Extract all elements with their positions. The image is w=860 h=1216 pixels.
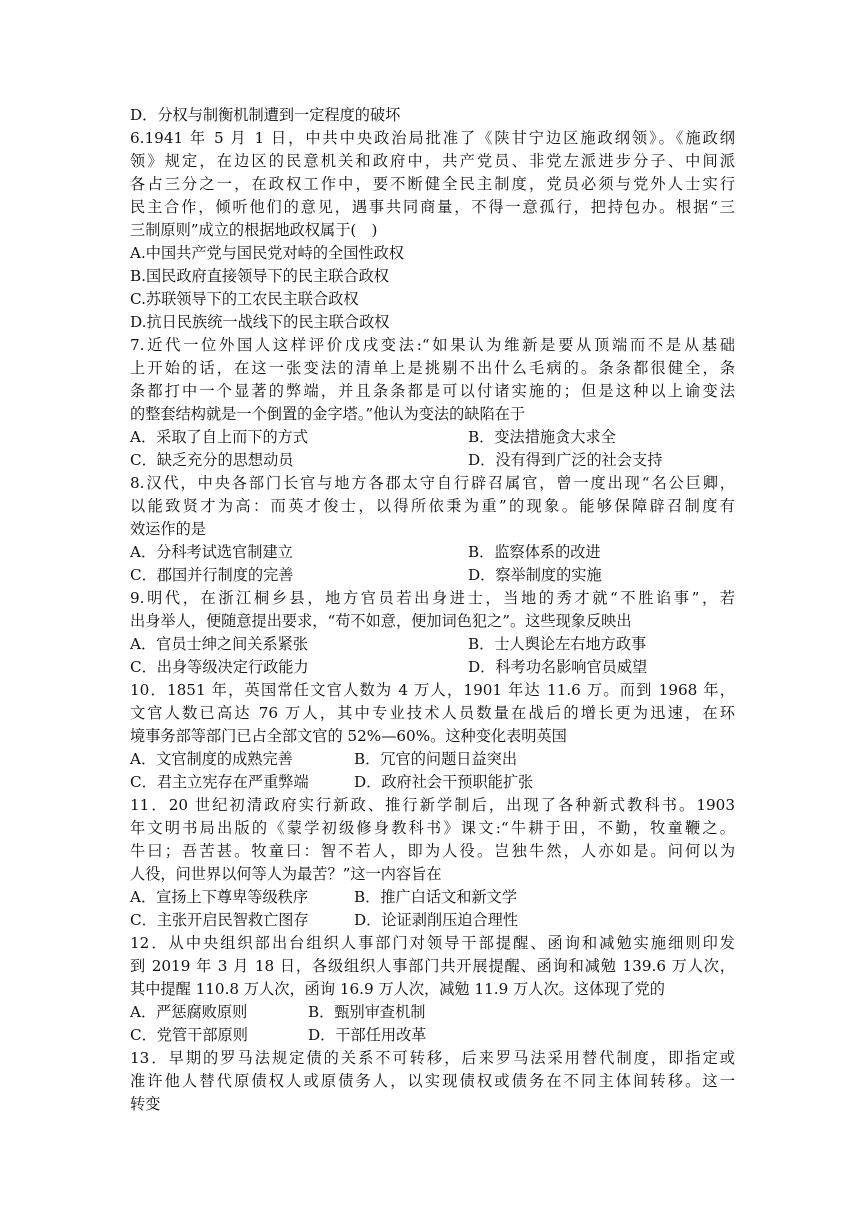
- q13-stem-line: 转变: [130, 1095, 161, 1113]
- q7-stem-line: 上开始的话，在这一张变法的清单上是挑剔不出什么毛病的。条条都很健全，条: [130, 359, 735, 377]
- q9-option-d: D．科考功名影响官员威望: [468, 658, 648, 676]
- q11-stem-line: 牛曰；吾苦甚。牧童曰：智不若人，即为人役。岂独牛然，人亦如是。问何以为: [130, 842, 735, 860]
- q9-option-b: B．士人舆论左右地方政事: [468, 635, 647, 653]
- q10-stem-line: 境事务部等部门已占全部文官的 52%—60%。这种变化表明英国: [130, 727, 567, 745]
- q12-options-row: [130, 1001, 735, 1024]
- q12-option-b: B．甄别审查机制: [308, 1003, 426, 1021]
- q9-stem-line: 9.明代，在浙江桐乡县，地方官员若出身进士，当地的秀才就“不胜谄事”，若: [130, 589, 735, 607]
- q10-stem-line: 10．1851 年，英国常任文官人数为 4 万人，1901 年达 11.6 万。而到 1968 年，: [130, 681, 735, 699]
- q12-options-row: [130, 1024, 735, 1047]
- q6-stem-line: 三制原则”成立的根据地政权属于( ): [130, 221, 378, 239]
- q7-option-a: A．采取了自上而下的方式: [130, 428, 309, 446]
- q8-option-a: A．分科考试选官制建立: [130, 543, 293, 561]
- q11-options-row: [130, 909, 735, 932]
- prev-option-d: D．分权与制衡机制遭到一定程度的破坏: [130, 106, 401, 124]
- q7-stem-line: 的整套结构就是一个倒置的金字塔。”他认为变法的缺陷在于: [130, 405, 526, 423]
- q7-option-c: C．缺乏充分的思想动员: [130, 451, 294, 469]
- q10-option-a: A．文官制度的成熟完善: [130, 750, 293, 768]
- q12-stem-line: 其中提醒 110.8 万人次，函询 16.9 万人次，减勉 11.9 万人次。这体现了党的: [130, 980, 665, 998]
- q8-options-row: [130, 541, 735, 564]
- q12-stem-line: 到 2019 年 3 月 18 日，各级组织人事部门共开展提醒、函询和减勉 139.6 万人次，: [130, 957, 735, 975]
- q12-option-a: A．严惩腐败原则: [130, 1003, 248, 1021]
- q7-option-d: D．没有得到广泛的社会支持: [468, 451, 663, 469]
- q7-stem-line: 7.近代一位外国人这样评价戊戌变法:“如果认为维新是要从顶端而不是从基础: [130, 336, 735, 354]
- q10-stem-line: 文官人数已高达 76 万人，其中专业技术人员数量在战后的增长更为迅速，在环: [130, 704, 735, 722]
- q12-option-d: D．干部任用改革: [308, 1026, 427, 1044]
- q7-option-b: B．变法措施贪大求全: [468, 428, 616, 446]
- q10-option-c: C．君主立宪存在严重弊端: [130, 773, 309, 791]
- q10-option-b: B．冗官的问题日益突出: [354, 750, 518, 768]
- q9-option-c: C．出身等级决定行政能力: [130, 658, 309, 676]
- q11-stem-line: 年文明书局出版的《蒙学初级修身教科书》课文:“牛耕于田，不勤，牧童鞭之。: [130, 819, 735, 837]
- q11-option-b: B．推广白话文和新文学: [354, 888, 518, 906]
- q8-stem-line: 效运作的是: [130, 520, 206, 538]
- q11-option-c: C．主张开启民智救亡图存: [130, 911, 309, 929]
- q7-stem-line: 条都打中一个显著的弊端，并且条条都是可以付诸实施的；但是这种以上谕变法: [130, 382, 735, 400]
- q13-stem-line: 准许他人替代原债权人或原债务人，以实现债权或债务在不同主体间转移。这一: [130, 1072, 735, 1090]
- q10-option-d: D．政府社会干预职能扩张: [354, 773, 534, 791]
- q8-stem-line: 8.汉代，中央各部门长官与地方各郡太守自行辟召属官，曾一度出现“名公巨卿，: [130, 474, 735, 492]
- q7-options-row: [130, 426, 735, 449]
- q9-option-a: A．官员士绅之间关系紧张: [130, 635, 309, 653]
- question-list: [130, 104, 735, 1116]
- q8-options-row: [130, 564, 735, 587]
- q6-stem-line: 6.1941 年 5 月 1 日，中共中央政治局批准了《陕甘宁边区施政纲领》。《施政纲: [130, 129, 735, 147]
- q9-stem-line: 出身举人，便随意提出要求，“苟不如意，便加词色犯之”。这些现象反映出: [130, 612, 632, 630]
- q6-option-c: C.苏联领导下的工农民主联合政权: [130, 290, 359, 308]
- q11-options-row: [130, 886, 735, 909]
- q11-option-a: A．宣扬上下尊卑等级秩序: [130, 888, 309, 906]
- q7-options-row: [130, 449, 735, 472]
- q10-options-row: [130, 748, 735, 771]
- q6-stem-line: 领》规定，在边区的民意机关和政府中，共产党员、非党左派进步分子、中间派: [130, 152, 735, 170]
- q10-options-row: [130, 771, 735, 794]
- q6-option-a: A.中国共产党与国民党对峙的全国性政权: [130, 244, 404, 262]
- q6-stem-line: 民主合作，倾听他们的意见，遇事共同商量，不得一意孤行，把持包办。根据“三: [130, 198, 735, 216]
- q13-stem-line: 13．早期的罗马法规定债的关系不可转移，后来罗马法采用替代制度，即指定或: [130, 1049, 735, 1067]
- q12-option-c: C．党管干部原则: [130, 1026, 248, 1044]
- q11-option-d: D．论证剥削压迫合理性: [354, 911, 519, 929]
- q8-option-d: D．察举制度的实施: [468, 566, 602, 584]
- q12-stem-line: 12．从中央组织部出台组织人事部门对领导干部提醒、函询和减勉实施细则印发: [130, 934, 735, 952]
- q9-options-row: [130, 656, 735, 679]
- q11-stem-line: 人役，问世界以何等人为最苦？”这一内容旨在: [130, 865, 442, 883]
- q6-option-d: D.抗日民族统一战线下的民主联合政权: [130, 313, 390, 331]
- q6-stem-line: 各占三分之一，在政权工作中，要不断健全民主制度，党员必须与党外人士实行: [130, 175, 735, 193]
- q11-stem-line: 11．20 世纪初清政府实行新政、推行新学制后，出现了各种新式教科书。1903: [130, 796, 735, 814]
- q8-option-b: B．监察体系的改进: [468, 543, 601, 561]
- q8-option-c: C．郡国并行制度的完善: [130, 566, 294, 584]
- q6-option-b: B.国民政府直接领导下的民主联合政权: [130, 267, 389, 285]
- q8-stem-line: 以能致贤才为高：而英才俊士，以得所依秉为重”的现象。能够保障辟召制度有: [130, 497, 735, 515]
- q9-options-row: [130, 633, 735, 656]
